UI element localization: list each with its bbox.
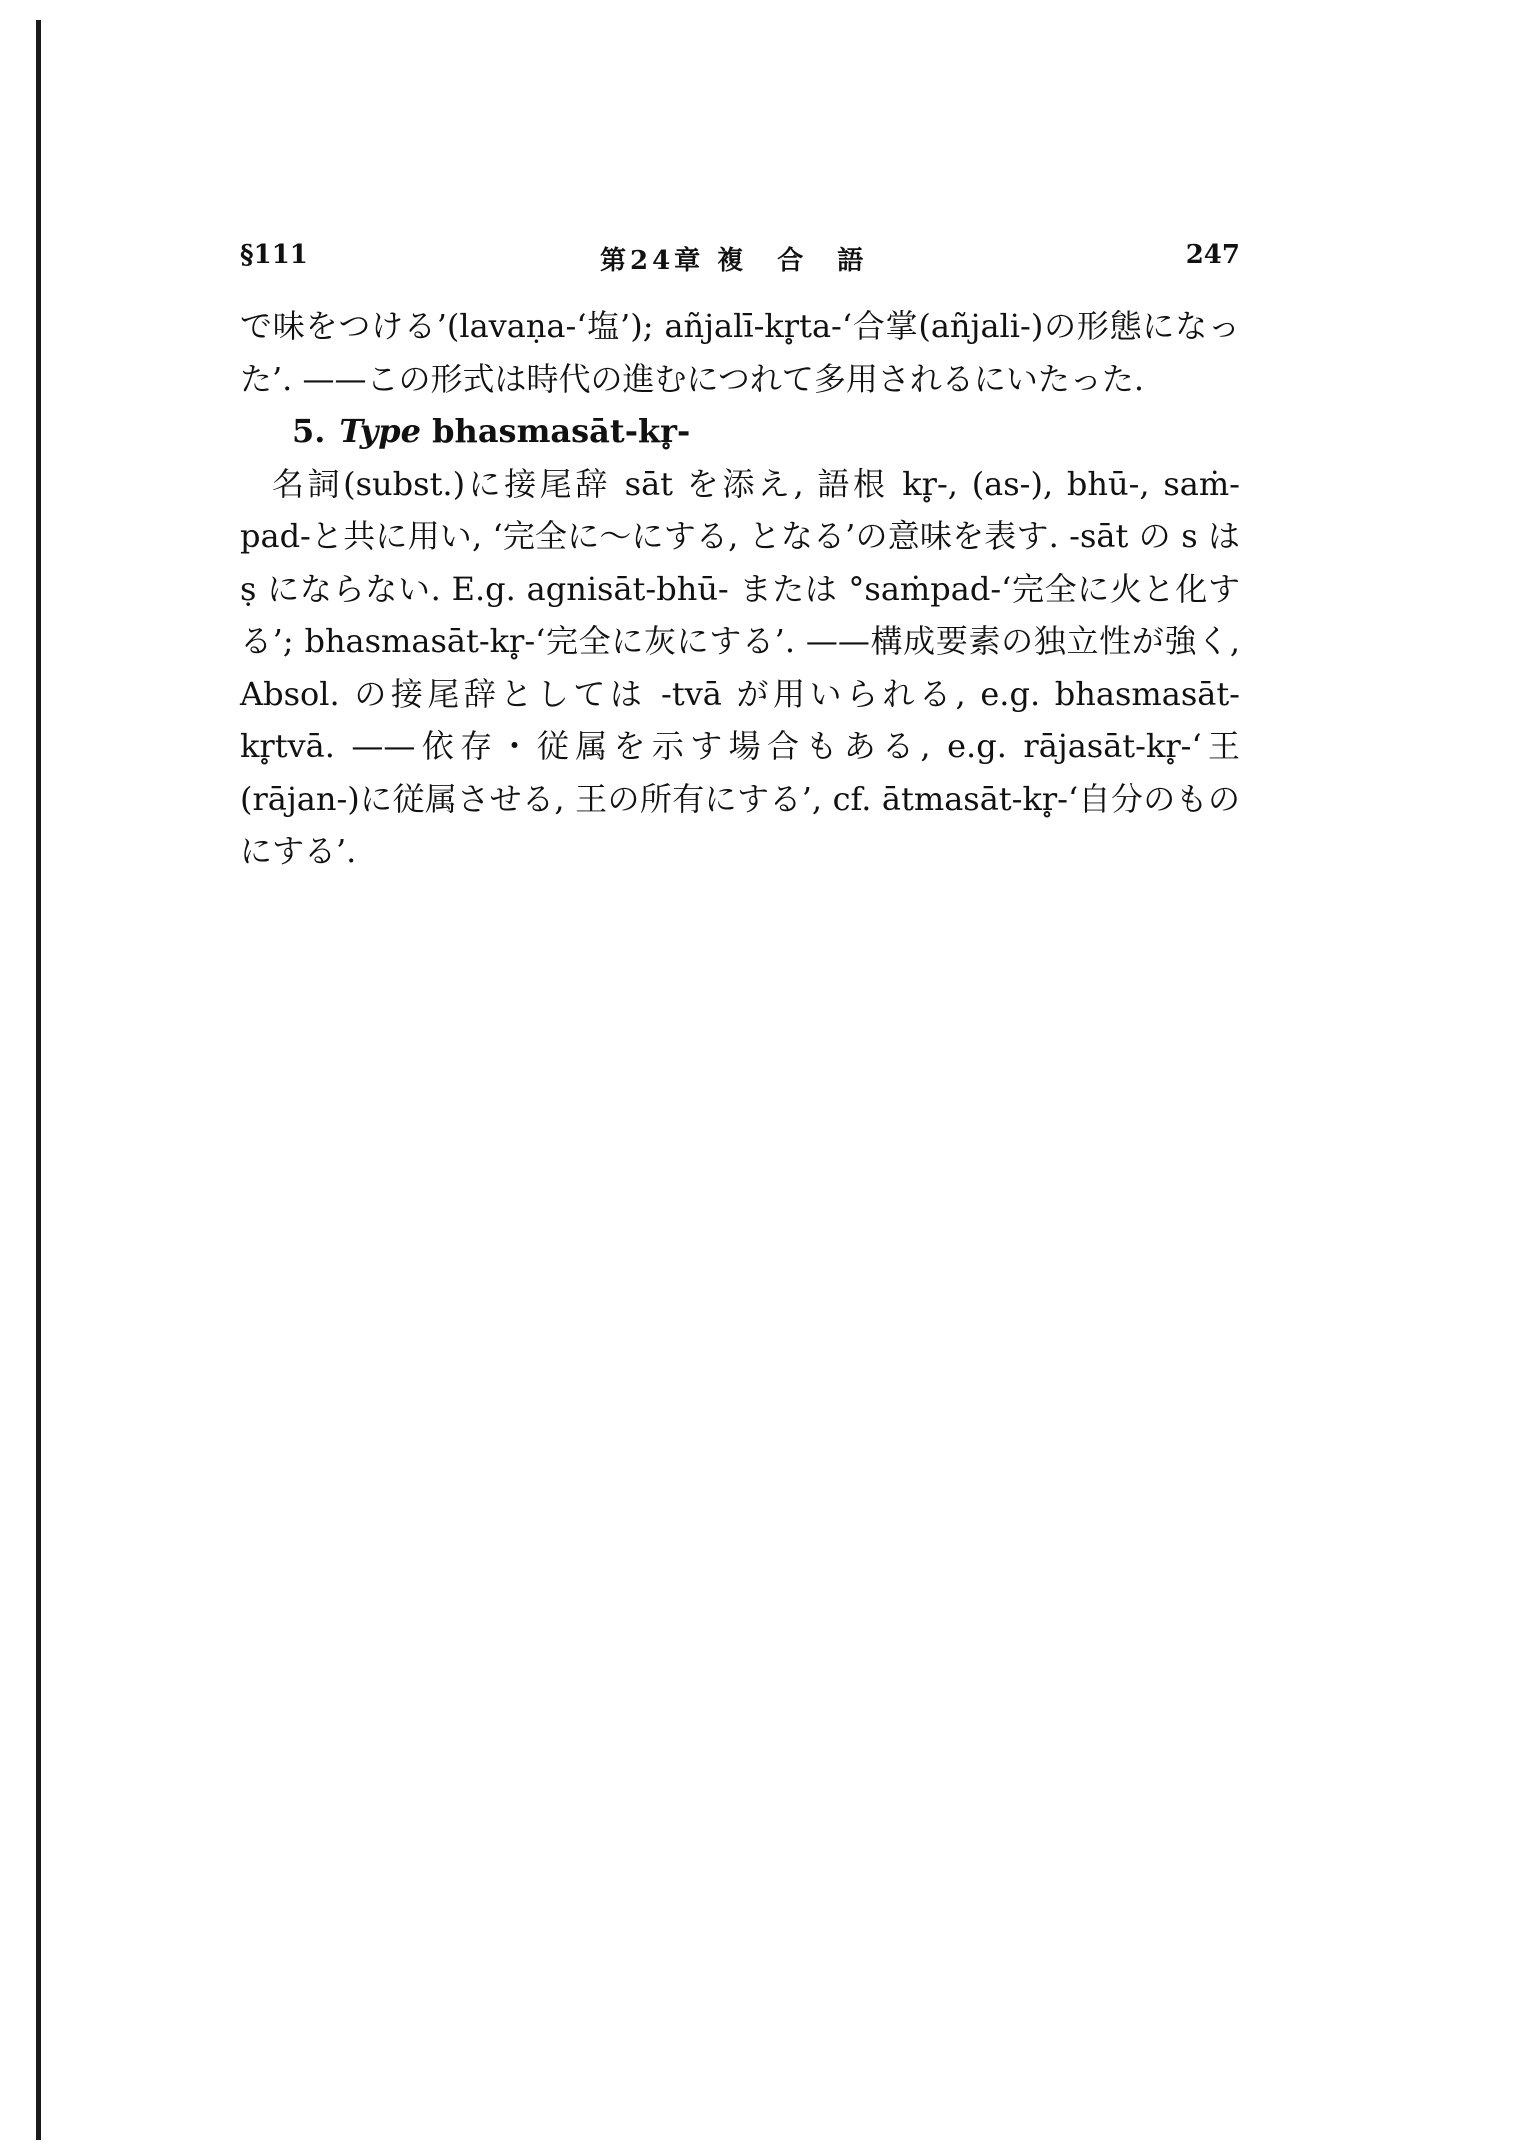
main-paragraph: 名詞(subst.)に接尾辞 sāt を添え, 語根 kr̥-, (as-), bhū-, saṁ-pad-と共に用い, ‘完全に〜にする, となる’の意味を表す. -sāt の s は ṣ にならない. E.g. agnisāt-bhū- または °saṁpad-‘完全に火と化する’; bhasmasāt-kr̥-‘完全に灰にする’. ——構成要素の独立性が強く, Absol. の接尾辞としては -tvā が用いられる, e.g. bhasmasāt-kr̥tvā. ——依存・従属を示す場合もある, e.g. rājasāt-kr̥-‘王(rājan-)に従属させる, 王の所有にする’, cf. ātmasāt-kr̥-‘自分のものにする’. <box>240 464 1240 870</box>
page-number: 247 <box>1185 240 1240 270</box>
continuation-paragraph: で味をつける’(lavaṇa-‘塩’); añjalī-kr̥ta-‘合掌(añjali-)の形態になった’. ——この形式は時代の進むにつれて多用されるにいたった. <box>240 307 1240 398</box>
page-binding-edge <box>36 20 41 2140</box>
subsection-term: bhasmasāt-kr̥- <box>432 412 691 450</box>
chapter-title: 第24章 複 合 語 <box>600 246 868 276</box>
section-number: §111 <box>240 240 308 270</box>
running-header <box>240 240 1240 280</box>
subsection-heading <box>240 405 1240 458</box>
body-text <box>240 300 1240 878</box>
subsection-type-word: Type <box>339 412 422 450</box>
subsection-number: 5. <box>292 412 326 450</box>
